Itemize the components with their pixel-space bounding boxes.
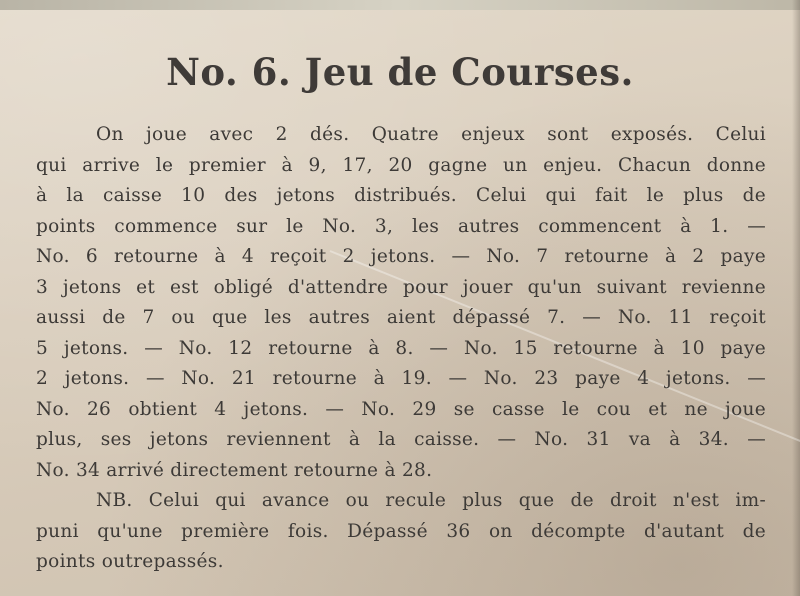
text-line: 3 jetons et est obligé d'attendre pour jouer qu'un suivant revienne (36, 276, 766, 298)
text-line: No. 26 obtient 4 jetons. — No. 29 se casse le cou et ne joue (36, 398, 766, 420)
nb-line: NB. Celui qui avance ou recule plus que de droit n'est im- (96, 490, 766, 511)
rules-text (36, 120, 766, 578)
text-line: aussi de 7 ou que les autres aient dépassé 7. — No. 11 reçoit (36, 307, 766, 328)
text-line: On joue avec 2 dés. Quatre enjeux sont exposés. Celui (96, 124, 766, 145)
top-edge-strip (0, 0, 800, 10)
text-line: plus, ses jetons reviennent à la caisse. — No. 31 va à 34. — (36, 429, 766, 450)
page-title: No. 6. Jeu de Courses. (166, 50, 634, 94)
nb-line: points outrepassés. (36, 551, 224, 572)
text-line: points commence sur le No. 3, les autres commencent à 1. — (36, 215, 766, 237)
text-line: qui arrive le premier à 9, 17, 20 gagne un enjeu. Chacun donne (36, 154, 766, 176)
text-line: No. 34 arrivé directement retourne à 28. (36, 459, 433, 481)
text-line: 2 jetons. — No. 21 retourne à 19. — No. 23 paye 4 jetons. — (36, 368, 766, 389)
text-line: No. 6 retourne à 4 reçoit 2 jetons. — No. 7 retourne à 2 paye (36, 246, 766, 267)
text-line: à la caisse 10 des jetons distribués. Celui qui fait le plus de (36, 185, 766, 206)
text-line: 5 jetons. — No. 12 retourne à 8. — No. 15 retourne à 10 paye (36, 337, 766, 359)
nb-line: puni qu'une première fois. Dépassé 36 on décompte d'autant de (36, 520, 766, 542)
